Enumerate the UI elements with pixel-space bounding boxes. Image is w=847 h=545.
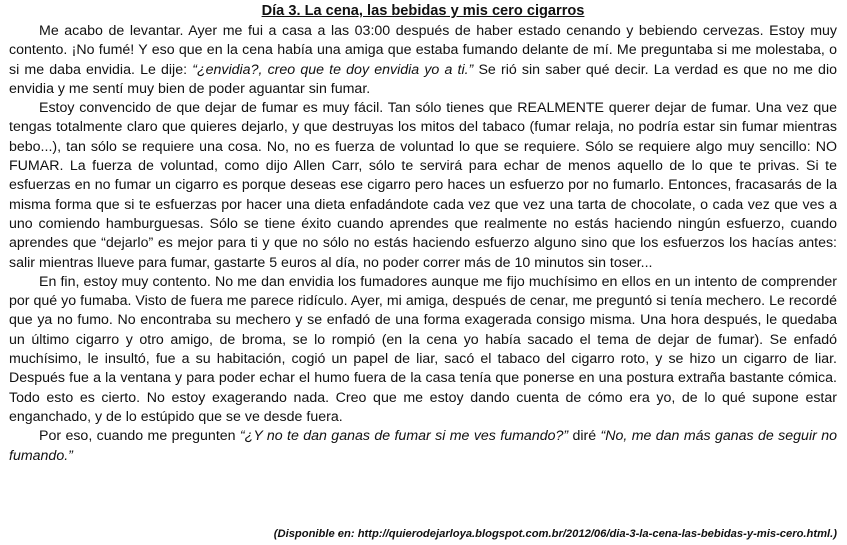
paragraph-1 [9,22,837,99]
paragraph-3: En fin, estoy muy contento. No me dan envidia los fumadores aunque me fijo muchísimo en ellos en un intento de comprender por qué yo fumaba. Visto de fuera me parece ridículo. Ayer, mi amiga, después de cenar, me preguntó si tenía mechero. Le recordé que ya no fumo. No encontraba su mechero y se enfadó de una forma exagerada consigo misma. Una hora después, le quedaba un último cigarro y otro amigo, de broma, se lo rompió (en la cena yo había sacado el tema de dejar de fumar). Se enfadó muchísimo, le insultó, fue a su habitación, cogió un papel de liar, sacó el tabaco del cigarro roto, y se hizo un cigarro de liar. Después fue a la ventana y para poder echar el humo fuera de la casa tenía que ponerse en una postura extraña bastante cómica. Todo esto es cierto. No estoy exagerando nada. Creo que me estoy dando cuenta de cómo era yo, de lo qué supone estar enganchado, y de lo estúpido que se ve desde fuera. [9,273,837,425]
paragraph-2: Estoy convencido de que dejar de fumar es muy fácil. Tan sólo tienes que REALMENTE querer dejar de fumar. Una vez que tengas totalmente claro que quieres dejarlo, y que destruyas los mitos del tabaco (fumar relaja, no podría estar sin fumar mientras bebo...), tan sólo se requiere una cosa. No, no es fuerza de voluntad lo que se requiere. Sólo se requiere algo muy sencillo: NO FUMAR. La fuerza de voluntad, como dijo Allen Carr, sólo te servirá para echar de menos aquello de lo que te privas. Si te esfuerzas en no fumar un cigarro es porque deseas ese cigarro pero haces un esfuerzo por no fumarlo. Entonces, fracasarás de la misma forma que si te esfuerzas por hacer una dieta enfadándote cada vez que vez una tarta de chocolate, o cada vez que ves a uno comiendo hamburguesas. Sólo se tiene éxito cuando aprendes que realmente no estás haciendo ningún esfuerzo, cuando aprendes que “dejarlo” es mejor para ti y que no sólo no estás haciendo esfuerzo alguno sino que los esfuerzos los hacías antes: salir mientras llueve para fumar, gastarte 5 euros al día, no poder correr más de 10 minutos sin toser... [9,100,837,271]
paragraph-1-text-b: Se rió sin saber qué decir. La verdad es que no me dio envidia y me sentí muy bien de poder aguantar sin fumar. [9,61,837,97]
paragraph-4 [9,427,837,466]
paragraph-4-text-a: Por eso, cuando me pregunten [39,428,240,445]
paragraph-1-text-a: Me acabo de levantar. Ayer me fui a casa a las 03:00 después de haber estado cenando y bebiendo cervezas. Estoy muy contento. ¡No fumé! Y eso que en la cena había una amiga que estaba fumando delante de mí. Me preguntaba si me molestaba, o si me daba envidia. Le dije: [9,23,837,78]
paragraph-4-quote-2: “No, me dan más ganas de seguir no fumando.” [9,428,837,464]
paragraph-1-quote: “¿envidia?, creo que te doy envidia yo a ti.” [192,61,474,78]
source-citation: (Disponible en: http://quierodejarloya.blogspot.com.br/2012/06/dia-3-la-cena-las-bebidas-y-mis-cero.html.) [273,528,837,540]
paragraph-4-text-b: diré [568,428,601,445]
document-title: Día 3. La cena, las bebidas y mis cero cigarros [261,3,585,19]
paragraph-4-quote-1: “¿Y no te dan ganas de fumar si me ves fumando?” [239,428,569,445]
